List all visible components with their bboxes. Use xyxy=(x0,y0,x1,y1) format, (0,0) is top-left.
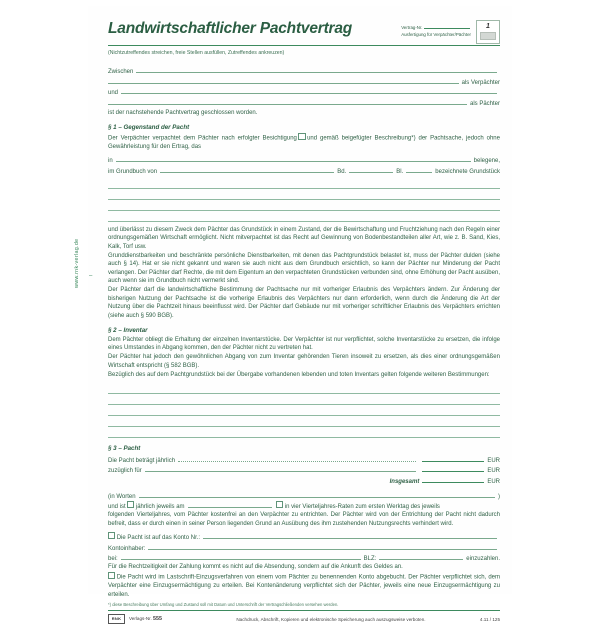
bl-input[interactable] xyxy=(406,165,432,173)
section-1-paragraph-1: und überlässt zu diesem Zweck dem Pächter das Grundstück in einem Zustand, der die Bewirtschaftung und Fruchtziehung nach den Regeln einer ordnungsgemäßen Wirtschaft ermöglicht. Nicht mitverpachtet ist das Recht auf Gewinnung von Bodenbestandteilen aller Art, wie z. B. Sand, Kies, Kalk, Torf usw. xyxy=(108,226,500,250)
in-label: in xyxy=(108,158,113,165)
form-footer xyxy=(108,614,500,624)
account-number-input[interactable] xyxy=(203,531,497,539)
publisher-number xyxy=(129,616,162,622)
rent-words-input[interactable] xyxy=(139,490,495,498)
edition-code: 4.11 / 125 xyxy=(479,616,500,622)
party-between-row xyxy=(108,65,500,75)
footer-divider xyxy=(108,610,500,611)
section-2-paragraph-1: Dem Pächter obliegt die Erhaltung der einzelnen Inventarstücke. Der Verpächter ist nur verpflichtet, solche Inventarstücke zu ersetzen, die infolge eines Umstandes in Abgang kommen, den der Pächter nicht zu vertreten hat. xyxy=(108,336,500,352)
rent-words-label: (in Worten xyxy=(108,493,136,500)
inventory-line-3[interactable] xyxy=(108,406,500,416)
payment-c-label: in vier Vierteljahres-Raten zum ersten Werktag des jeweils xyxy=(284,504,440,511)
rent-yearly-label: Die Pacht beträgt jährlich xyxy=(108,457,176,464)
pay-in-label: einzuzahlen. xyxy=(466,556,500,563)
inventory-line-1[interactable] xyxy=(108,384,500,394)
grundbuch-label: im Grundbuch von xyxy=(108,168,158,175)
section-2-heading: § 2 – Inventar xyxy=(108,327,148,335)
rent-yearly-dots xyxy=(178,454,416,462)
inventory-line-2[interactable] xyxy=(108,395,500,405)
contract-number-label: Vertrag-Nr. xyxy=(401,25,423,30)
rent-extra-desc-input[interactable] xyxy=(145,464,417,472)
title-divider xyxy=(108,45,500,46)
form-header xyxy=(108,14,500,44)
rent-extra-input[interactable] xyxy=(422,464,484,472)
account-holder-row xyxy=(108,542,500,552)
rent-yearly-row xyxy=(108,454,500,464)
rent-total-spacer xyxy=(111,476,387,483)
section-1-paragraph-3: Der Pächter darf die landwirtschaftliche Bestimmung der Pachtsache nur mit vorheriger Erlaubnis des Verpächters ändern. Zur Änderung der bisherigen Nutzung der Pachtsache ist die vorherige Erlaubnis des Verpächters nur dann erforderlich, wenn durch die Änderung die Art der Nutzung über die Pachtzeit hinaus beeinflusst wird. Der Pächter darf Gebäude nur mit vorheriger schriftlicher Erlaubnis des Verpächters errichten (siehe auch § 590 BGB). xyxy=(108,287,500,319)
side-tick-mark: – xyxy=(89,273,93,279)
lessee-name-input[interactable] xyxy=(121,86,497,94)
section-3-heading: § 3 – Pacht xyxy=(108,445,141,453)
rent-extra-currency: EUR xyxy=(487,468,500,475)
payment-a-label: und ist xyxy=(108,504,126,511)
section-1-intro xyxy=(108,133,500,152)
copy-label: Ausfertigung für Verpächter/Pächter xyxy=(401,31,471,37)
section-1-heading: § 1 – Gegenstand der Pacht xyxy=(108,124,190,132)
party-and-row xyxy=(108,86,500,96)
inventory-line-4[interactable] xyxy=(108,417,500,427)
property-desc-line-4[interactable] xyxy=(108,212,500,222)
header-right-block xyxy=(401,20,500,44)
footnote-text: *) diese Beschreibung über Umfang und Zustand soll mit Datum und Unterschrift der Vertragschließenden versehen werden. xyxy=(108,602,339,608)
section-1-intro-c: Pachtsache, jedoch ohne Gewährleistung für den Ertrag, das xyxy=(108,135,500,150)
timeliness-text: Für die Rechtzeitigkeit der Zahlung kommt es nicht auf die Absendung, sondern auf die Ankunft des Geldes an. xyxy=(108,563,403,570)
account-holder-input[interactable] xyxy=(148,542,497,550)
rent-total-row xyxy=(108,475,500,485)
property-desc-line-2[interactable] xyxy=(108,190,500,200)
property-desc-line-3[interactable] xyxy=(108,201,500,211)
page-title: Landwirtschaftlicher Pachtvertrag xyxy=(108,20,353,37)
bl-label: Bl. xyxy=(396,168,404,175)
page-box-bar xyxy=(480,32,496,40)
blz-label: BLZ: xyxy=(363,556,377,563)
lessor-address-input[interactable] xyxy=(108,76,459,84)
payment-schedule-row xyxy=(108,500,500,510)
party-lessee-row xyxy=(108,97,500,107)
rent-words-tail: ) xyxy=(498,493,500,500)
property-desc-line-1[interactable] xyxy=(108,179,500,189)
bd-label: Bd. xyxy=(337,168,347,175)
and-label: und xyxy=(108,90,119,96)
payment-rest-text: folgenden Vierteljahres, vom Pächter kostenfrei an den Verpächter zu entrichten. Der Pächter wird von der Entrichtung der Pacht nicht dadurch befreit, dass er durch einen in seiner Person liegenden Grund an Ausübung des ihm zustehenden Nutzungsrechts verhindert wird. xyxy=(108,511,500,527)
form-sheet xyxy=(74,6,512,623)
bank-label: bei: xyxy=(108,556,118,563)
section-2-paragraph-2: Der Pächter hat jedoch den gewöhnlichen Abgang von zum Inventar gehörenden Tieren insoweit zu ersetzen, als dies einer ordnungsgemäßen Wirtschaft entspricht (§ 582 BGB). xyxy=(108,354,500,369)
direct-debit-text xyxy=(108,572,500,599)
publisher-logo xyxy=(108,614,162,624)
in-tail-label: belegene, xyxy=(473,158,500,165)
publisher-number-label: Verlags-Nr. xyxy=(129,616,152,622)
payment-date-input[interactable] xyxy=(188,500,272,508)
section-2-paragraph-3: Bezüglich des auf dem Pachtgrundstück bei der Übergabe vorhandenen lebenden und toten Inventars gelten folgende weiteren Bestimmungen: xyxy=(108,371,490,378)
blz-input[interactable] xyxy=(379,552,463,560)
between-label: Zwischen xyxy=(108,69,134,75)
contract-number-block xyxy=(401,20,471,39)
lessor-name-input[interactable] xyxy=(136,65,497,73)
payment-b-label: jährlich jeweils am xyxy=(135,504,185,511)
rent-yearly-input[interactable] xyxy=(422,454,484,462)
lessee-address-input[interactable] xyxy=(108,97,467,105)
conclusion-text: ist der nachstehende Pachtvertrag geschlossen worden. xyxy=(108,109,258,116)
page-number-box xyxy=(476,20,500,44)
plot-tail-label: bezeichnete Grundstück xyxy=(435,168,500,175)
rent-yearly-currency: EUR xyxy=(487,457,500,464)
account-payment-checkbox[interactable] xyxy=(108,532,115,539)
account-holder-label: Kontoinhaber: xyxy=(108,545,146,552)
copyright-notice: Nachdruck, Abschrift, Kopieren und elektronische Speicherung auch auszugsweise verboten. xyxy=(236,616,426,622)
page-number: 1 xyxy=(486,23,490,30)
party-lessor-row xyxy=(108,76,500,86)
direct-debit-checkbox[interactable] xyxy=(108,572,115,579)
rent-extra-label: zuzüglich für xyxy=(108,468,142,475)
publisher-number-value: 555 xyxy=(153,616,163,623)
bank-name-input[interactable] xyxy=(121,552,361,560)
grundbuch-input[interactable] xyxy=(160,165,334,173)
inventory-line-5[interactable] xyxy=(108,428,500,438)
bank-row xyxy=(108,552,500,562)
account-label: Die Pacht ist auf das Konto Nr.: xyxy=(116,535,201,542)
publisher-website-vertical: www.rnk-verlag.de xyxy=(74,238,80,288)
rent-total-currency: EUR xyxy=(487,478,500,485)
direct-debit-label: Die Pacht wird im Lastschrift-Einzugsverfahren von einem vom Pächter zu benennenden Konto abgebucht. Der Pächter verpflichtet sich, dem Verpächter eine Einzugsermächtigung zu erteilen. Bei Kontenänderung verpflichtet sich der Pächter, jeweils eine neue Einzugsermächtigung zu erteilen. xyxy=(108,574,500,598)
quarterly-payment-checkbox[interactable] xyxy=(276,501,283,508)
contract-number-input[interactable] xyxy=(424,24,470,29)
inspection-checkbox[interactable] xyxy=(298,133,305,140)
rent-total-label: Insgesamt xyxy=(389,478,420,485)
rent-extra-row xyxy=(108,464,500,474)
section-1-intro-b: und gemäß beigefügter Beschreibung*) der xyxy=(307,135,428,142)
yearly-payment-checkbox[interactable] xyxy=(127,501,134,508)
section-1-intro-a: Der Verpächter verpachtet dem Pächter nach erfolgter Besichtigung xyxy=(108,135,297,142)
lessee-label: als Pächter xyxy=(469,100,500,107)
property-location-row xyxy=(108,154,500,164)
rent-total-input[interactable] xyxy=(422,475,484,483)
lessor-label: als Verpächter xyxy=(461,79,500,86)
rnk-logo-icon: RNK xyxy=(108,614,125,624)
account-row xyxy=(108,531,500,541)
form-content xyxy=(108,14,500,624)
section-1-paragraph-2: Grunddienstbarkeiten und beschränkte persönliche Dienstbarkeiten, mit denen das Pachtgrundstück belastet ist, muss der Pächter dulden (siehe auch § 14). Hat er sie nicht gekannt und waren sie auch nicht aus dem Grundbuch ersichtlich, so kann der Pächter nur Minderung der Pacht verlangen. Der Pächter darf Rechte, die mit dem Eigentum an den verpachteten Grundstücken verbunden sind, ohne Erhöhung der Pacht ausüben, auch wenn sie im Grundbuch nicht vermerkt sind. xyxy=(108,252,500,285)
land-register-row xyxy=(108,165,500,175)
form-instructions: (Nichtzutreffendes streichen, freie Stellen ausfüllen, Zutreffendes ankreuzen) xyxy=(108,50,285,56)
property-location-input[interactable] xyxy=(116,154,471,162)
rent-words-row xyxy=(108,490,500,500)
bd-input[interactable] xyxy=(349,165,393,173)
